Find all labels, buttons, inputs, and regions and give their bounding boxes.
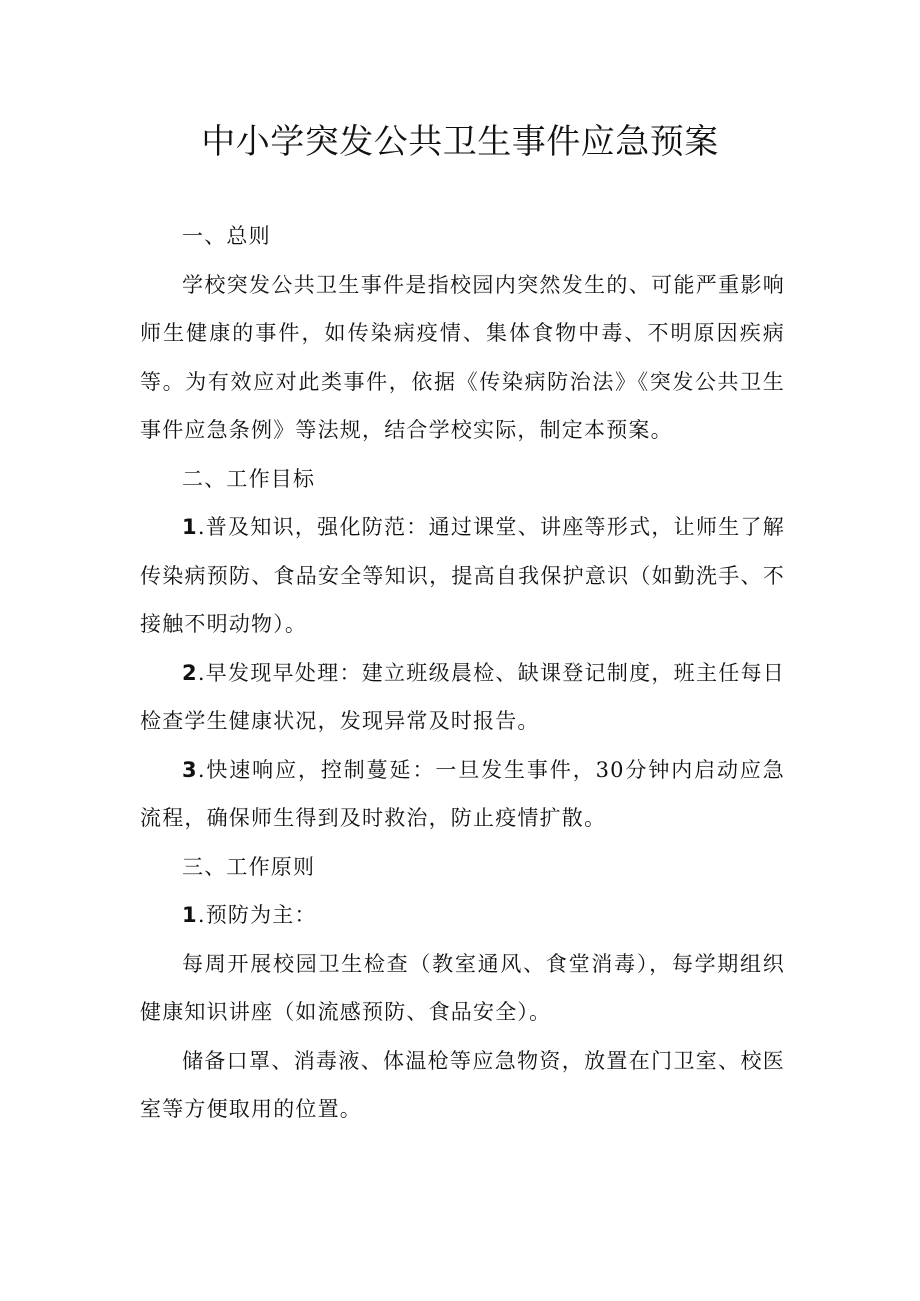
goal-item-2: 2.早发现早处理：建立班级晨检、缺课登记制度，班主任每日检查学生健康状况，发现异常及时报告。 bbox=[140, 660, 785, 733]
goal-item-number: 1 bbox=[182, 515, 198, 539]
goal-item-1: 1.普及知识，强化防范：通过课堂、讲座等形式，让师生了解传染病预防、食品安全等知识，提高自我保护意识（如勤洗手、不接触不明动物）。 bbox=[140, 515, 785, 636]
paragraph-supplies: 储备口罩、消毒液、体温枪等应急物资，放置在门卫室、校医室等方便取用的位置。 bbox=[140, 1048, 785, 1121]
document-body bbox=[140, 212, 785, 1134]
goal-item-number: 2 bbox=[182, 660, 198, 685]
goal-item-3: 3.快速响应，控制蔓延：一旦发生事件，30分钟内启动应急流程，确保师生得到及时救治，防止疫情扩散。 bbox=[140, 757, 785, 830]
section-heading-goals: 二、工作目标 bbox=[182, 466, 316, 491]
document-title: 中小学突发公共卫生事件应急预案 bbox=[201, 122, 719, 162]
goal-item-number: 3 bbox=[182, 757, 198, 782]
principle-item-1: 1.预防为主： bbox=[182, 903, 317, 927]
section-heading-general: 一、总则 bbox=[182, 224, 271, 248]
principle-item-number: 1 bbox=[182, 903, 198, 927]
section-heading-principles: 三、工作原则 bbox=[182, 854, 316, 879]
paragraph-weekly-inspection: 每周开展校园卫生检查（教室通风、食堂消毒），每学期组织健康知识讲座（如流感预防、食品安全）。 bbox=[140, 951, 785, 1024]
paragraph-general-intro: 学校突发公共卫生事件是指校园内突然发生的、可能严重影响师生健康的事件，如传染病疫情、集体食物中毒、不明原因疾病等。为有效应对此类事件，依据《传染病防治法》《突发公共卫生事件应急条例》等法规，结合学校实际，制定本预案。 bbox=[140, 272, 785, 442]
